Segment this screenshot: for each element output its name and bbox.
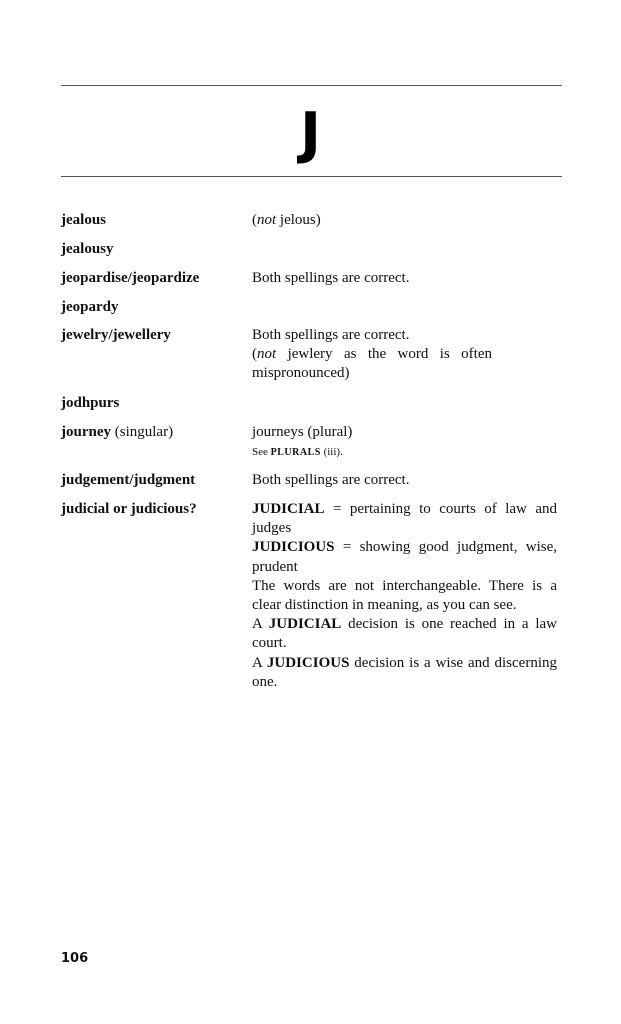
- section-letter: J: [300, 101, 321, 166]
- headword: jealous: [61, 212, 106, 228]
- headword: judicial or judicious?: [61, 501, 197, 517]
- headword: jealousy: [61, 241, 114, 257]
- headword: jeopardise/jeopardize: [61, 270, 200, 286]
- headword: journey (singular): [61, 424, 174, 440]
- headword: jodhpurs: [61, 395, 120, 411]
- headword: judgement/judgment: [61, 472, 196, 488]
- headword: jewelry/jewellery: [61, 327, 171, 343]
- top-rule: [61, 85, 562, 86]
- definition: Both spellings are correct.: [252, 472, 410, 488]
- definition: JUDICIAL = pertaining to courts of law and judges JUDICIOUS = showing good judgment, wise, prudent The words are not interchangeable. There is a clear distinction in meaning, as you can see. A JUDICIAL decision is one reached in a law court. A JUDICIOUS decision is a wise and discerning one.: [252, 501, 557, 690]
- page-number: 106: [61, 951, 89, 966]
- cross-reference: PLURALS: [270, 447, 321, 459]
- definition: (not jelous): [252, 212, 321, 228]
- definition: journeys (plural) See PLURALS (iii).: [252, 424, 353, 459]
- definition: Both spellings are correct. (not jewlery as the word is often mispronounced): [252, 327, 492, 382]
- headword: jeopardy: [61, 299, 119, 315]
- definition: Both spellings are correct.: [252, 270, 410, 286]
- bottom-rule: [61, 176, 562, 177]
